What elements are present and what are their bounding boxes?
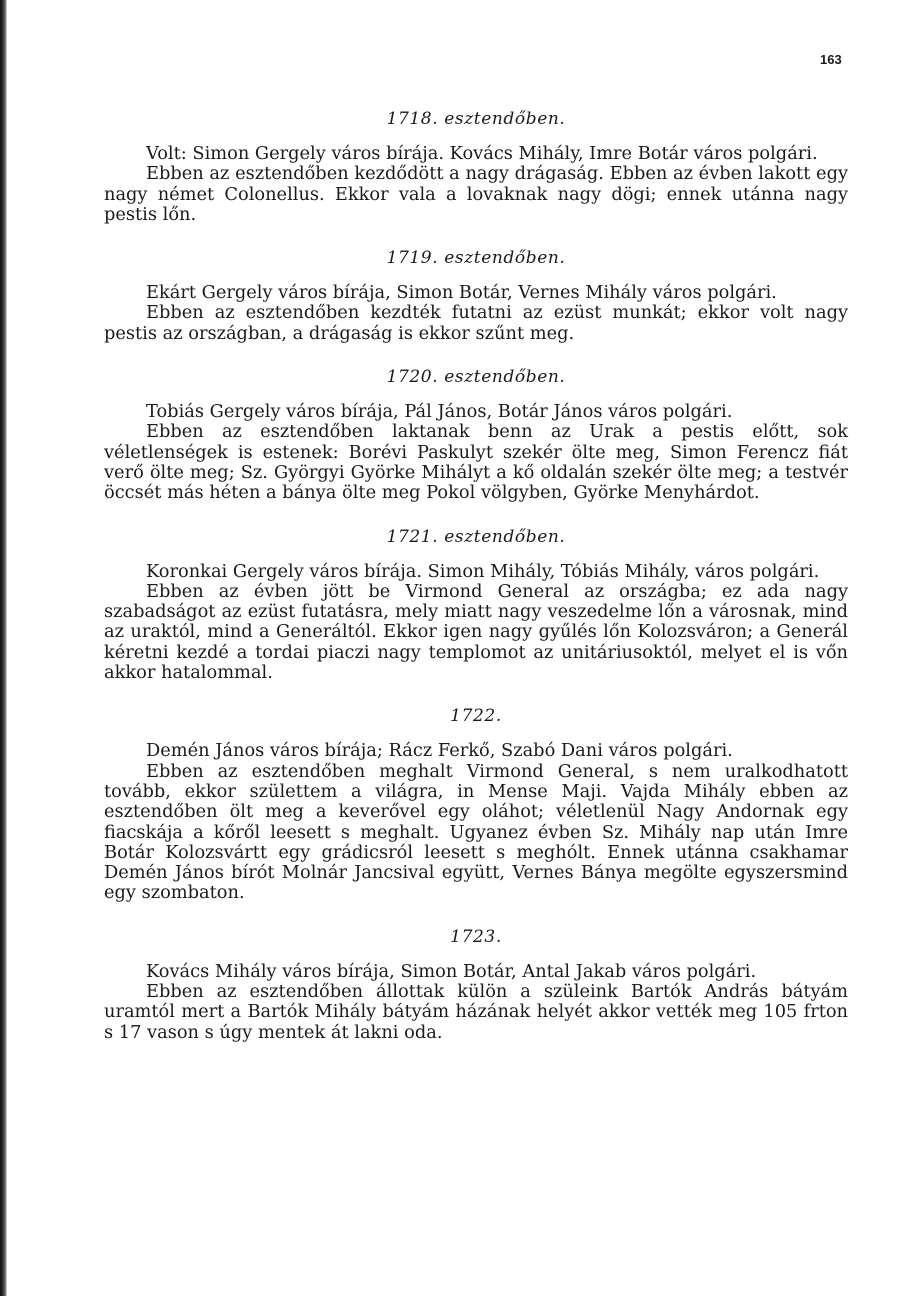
paragraph: Demén János város bírája; Rácz Ferkő, Szabó Dani város polgári. — [146, 740, 733, 762]
section-1722 — [104, 705, 848, 903]
section-heading: 1722. — [450, 706, 502, 727]
paragraph: Koronkai Gergely város bírája. Simon Mihály, Tóbiás Mihály, város polgári. — [146, 560, 820, 582]
section-heading: 1723. — [450, 926, 502, 947]
paragraph: Ebben az esztendőben meghalt Virmond General, s nem uralkodhatott tovább, ekkor születtem a világra, in Mense Maji. Vajda Mihály ebben az esztendőben ölt meg a keverővel egy oláhot; véletlenül Nagy Andornak egy fiacskája a kőről leesett s meghalt. Ugyanez évben Sz. Mihály nap után Imre Botár Kolozsvártt egy grádicsról leesett s meghólt. Ennek utánna csakhamar Demén János bírót Molnár Jancsival együtt, Vernes Bánya megölte egyszersmind egy szombaton. — [104, 760, 848, 904]
section-heading: 1721. esztendőben. — [386, 526, 566, 547]
paragraph: Tobiás Gergely város bírája, Pál János, Botár János város polgári. — [146, 401, 733, 423]
page-body — [104, 108, 848, 1065]
section-1723 — [104, 926, 848, 1043]
paragraph: Ebben az évben jött be Virmond General az országba; ez ada nagy szabadságot az ezüst futatásra, mely miatt nagy veszedelme lőn a városnak, mind az uraktól, mind a Generáltól. Ekkor igen nagy gyűlés lőn Kolozsváron; a Generál kéretni kezdé a tordai piaczi nagy templomot az unitáriusoktól, melyet el is vőn akkor hatalommal. — [104, 580, 848, 684]
section-heading: 1719. esztendőben. — [386, 248, 566, 269]
paragraph: Ebben az esztendőben állottak külön a szüleink Bartók András bátyám uramtól mert a Bartók Mihály bátyám házának helyét akkor vették meg 105 frton s 17 vason s úgy mentek át lakni oda. — [104, 981, 848, 1043]
page-binding-edge — [0, 0, 7, 1296]
section-1720 — [104, 366, 848, 503]
page-number: 163 — [820, 52, 842, 67]
section-1721 — [104, 526, 848, 684]
section-heading: 1720. esztendőben. — [386, 367, 566, 388]
paragraph: Ekárt Gergely város bírája, Simon Botár, Vernes Mihály város polgári. — [146, 282, 777, 304]
section-1718 — [104, 108, 848, 225]
paragraph: Ebben az esztendőben kezdték futatni az ezüst munkát; ekkor volt nagy pestis az országban, a drágaság is ekkor szűnt meg. — [104, 302, 848, 344]
paragraph: Ebben az esztendőben laktanak benn az Urak a pestis előtt, sok véletlenségek is estenek: Borévi Paskulyt szekér ölte meg, Simon Ferencz fiát verő ölte meg; Sz. Györgyi Györke Mihályt a kő oldalán szekér ölte meg; a testvér öccsét más héten a bánya ölte meg Pokol völgyben, Györke Menyhárdot. — [104, 421, 848, 504]
paragraph: Kovács Mihály város bírája, Simon Botár, Antal Jakab város polgári. — [146, 960, 757, 982]
section-1719 — [104, 247, 848, 344]
paragraph: Volt: Simon Gergely város bírája. Kovács Mihály, Imre Botár város polgári. — [146, 143, 818, 164]
section-heading: 1718. esztendőben. — [386, 109, 566, 129]
paragraph: Ebben az esztendőben kezdődött a nagy drágaság. Ebben az évben lakott egy nagy német Colonellus. Ekkor vala a lovaknak nagy dögi; ennek utánna nagy pestis lőn. — [104, 163, 848, 225]
